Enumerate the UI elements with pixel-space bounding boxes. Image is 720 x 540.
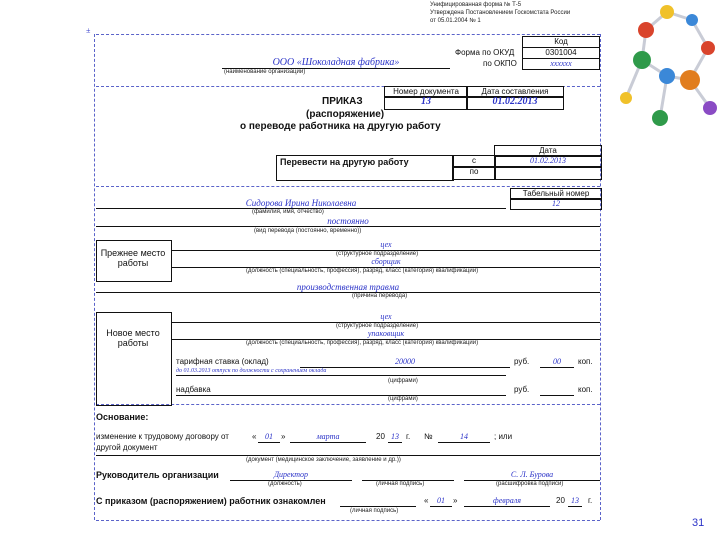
head-name: С. Л. Бурова [464, 470, 600, 481]
transfer-label: Перевести на другую работу [280, 157, 409, 167]
basis-ili: ; или [494, 432, 513, 441]
basis-month: марта [290, 432, 366, 443]
doc-title: ПРИКАЗ [322, 96, 363, 107]
prev-unit: цех [172, 240, 600, 251]
basis-year: 13 [388, 432, 402, 443]
ack-month: февраля [464, 496, 550, 507]
new-position: упаковщик [172, 329, 600, 340]
doc-number-label: Номер документа [384, 86, 468, 98]
transfer-to-label: по [452, 166, 496, 180]
transfer-to-date [494, 166, 602, 180]
basis-title: Основание: [96, 412, 149, 422]
transfer-kind: постоянно [96, 216, 600, 227]
bonus-kop: коп. [578, 385, 593, 394]
prev-unit-caption: (структурное подразделение) [336, 251, 419, 257]
bonus-kop-value [540, 385, 574, 396]
ack-day-open: « [424, 496, 429, 505]
basis-line2-field [96, 455, 600, 456]
org-caption: (наименование организации) [224, 69, 306, 75]
employee-name-caption: (фамилия, имя, отчество) [252, 209, 324, 215]
ack-day: 01 [430, 496, 452, 507]
okpo-label: по ОКПО [483, 59, 517, 68]
basis-day: 01 [258, 432, 280, 443]
head-position: Директор [230, 470, 352, 481]
frame-top-line [96, 34, 600, 35]
bonus-label: надбавка [176, 385, 506, 396]
frame-mark: ± [86, 26, 91, 35]
new-unit: цех [172, 312, 600, 323]
doc-date-label: Дата составления [466, 86, 564, 98]
prev-job-label: Прежнее место работы [100, 248, 166, 268]
approved-line: Утверждена Постановлением Госкомстата России [430, 10, 571, 16]
doc-subtitle: (распоряжение) [306, 109, 385, 120]
rate-extra-caption: (цифрами) [388, 378, 418, 384]
transfer-reason: производственная травма [96, 282, 600, 293]
head-label: Руководитель организации [96, 470, 219, 480]
doc-purpose: о переводе работника на другую работу [240, 121, 441, 132]
rate-label: тарифная ставка (оклад) [176, 357, 269, 366]
ack-year: 13 [568, 496, 582, 507]
ack-year-prefix: 20 [556, 496, 565, 505]
head-position-caption: (должность) [268, 481, 302, 487]
transfer-reason-caption: (причина перевода) [352, 293, 408, 299]
head-signature-caption: (личная подпись) [376, 481, 425, 487]
ack-g-label: г. [588, 496, 593, 505]
basis-g-label: г. [406, 432, 411, 441]
form-number: Унифицированная форма № Т-5 [430, 2, 522, 8]
frame-line [96, 186, 600, 187]
doc-date-value: 01.02.2013 [466, 96, 564, 110]
rate-kop-value: 00 [540, 357, 574, 368]
new-position-caption: (должность (специальность, профессия), разряд, класс (категория) квалификации) [246, 340, 479, 346]
basis-year-prefix: 20 [376, 432, 385, 441]
ack-day-close: » [453, 496, 458, 505]
bonus-caption: (цифрами) [388, 396, 418, 402]
transfer-from-date: 01.02.2013 [494, 155, 602, 168]
code-header: Код [522, 36, 600, 48]
rate-kop: коп. [578, 357, 593, 366]
ack-signature-caption: (личная подпись) [350, 508, 399, 514]
frame-left [94, 34, 95, 520]
transfer-from-label: с [452, 155, 496, 168]
basis-line2-caption: (документ (медицинское заключение, заявление и др.)) [246, 457, 401, 463]
basis-line1-label: изменение к трудовому договору от [96, 432, 229, 441]
frame-right [600, 34, 601, 520]
basis-num-label: № [424, 432, 433, 441]
prev-position: сборщик [172, 257, 600, 268]
basis-day-open: « [252, 432, 257, 441]
rate-value: 20000 [300, 357, 510, 368]
tab-number-label: Табельный номер [510, 188, 602, 200]
frame-line [96, 520, 600, 521]
new-unit-caption: (структурное подразделение) [336, 323, 419, 329]
molecule-logo-icon [612, 0, 720, 150]
new-job-label-box [96, 312, 172, 406]
employee-name: Сидорова Ирина Николаевна [96, 198, 506, 209]
new-job-label: Новое место работы [106, 328, 160, 348]
ack-label: С приказом (распоряжением) работник ознакомлен [96, 496, 326, 506]
slide-page-number: 31 [692, 517, 705, 529]
transfer-date-header: Дата [494, 145, 602, 157]
approved-date: от 05.01.2004 № 1 [430, 18, 481, 24]
basis-line2-label: другой документ [96, 443, 158, 452]
basis-day-close: » [281, 432, 286, 441]
rate-extra-note: до 01.03.2013 отпуск по должности с сохранением оклада [176, 368, 506, 376]
bonus-rub: руб. [514, 385, 530, 394]
head-name-caption: (расшифровка подписи) [496, 481, 564, 487]
okpo-value: xxxxxx [522, 58, 600, 70]
doc-number-value: 13 [384, 96, 468, 110]
basis-num-value: 14 [438, 432, 490, 443]
tab-number-value: 12 [510, 198, 602, 210]
okud-label: Форма по ОКУД [455, 48, 515, 57]
rate-rub: руб. [514, 357, 530, 366]
ack-signature-field [340, 506, 416, 507]
transfer-kind-caption: (вид перевода (постоянно, временно)) [254, 228, 362, 234]
org-name: ООО «Шоколадная фабрика» [222, 58, 450, 69]
okud-value: 0301004 [522, 47, 600, 59]
prev-position-caption: (должность (специальность, профессия), разряд, класс (категория) квалификации) [246, 268, 479, 274]
